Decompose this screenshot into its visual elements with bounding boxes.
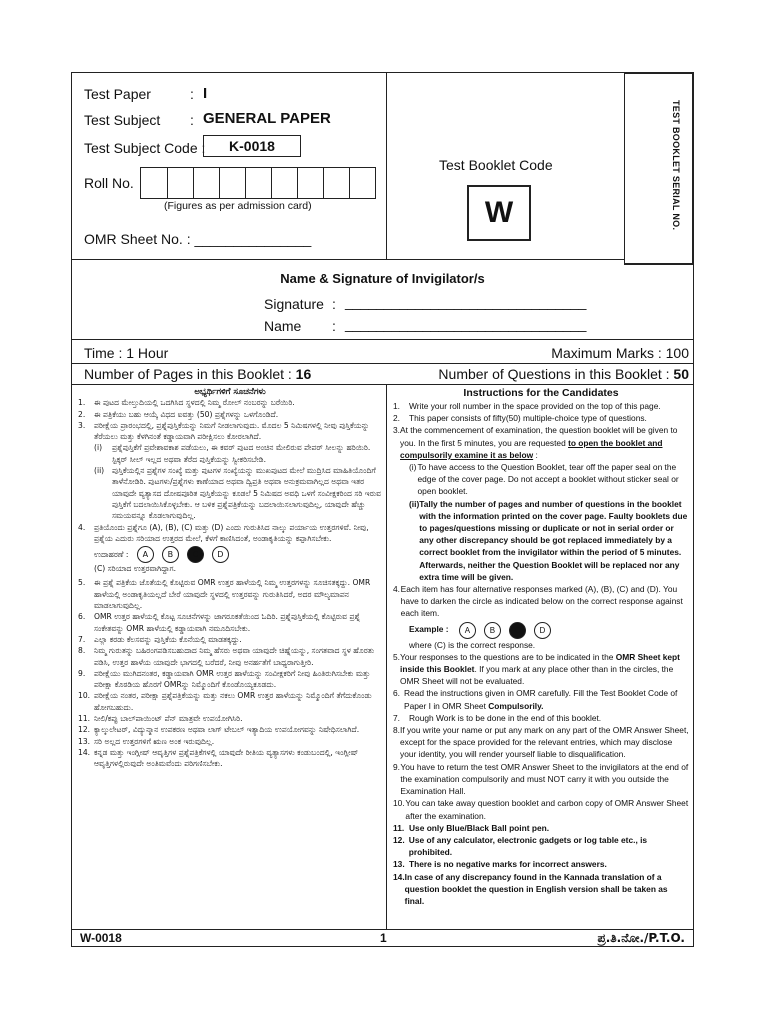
kannada-item bbox=[78, 634, 382, 645]
kannada-item-text: ಪರೀಕ್ಷೆಯ ನಂತರ, ಪರೀಕ್ಷಾ ಪ್ರಶ್ನೆಪತ್ರಿಕೆಯನ್ನು ಮತ್ತು ನಕಲು OMR ಉತ್ತರ ಹಾಳೆಯನ್ನು ನಿಮ್ಮೊಂದಿಗೆ ತೆಗೆದುಕೊಂಡು ಹೋಗಬಹುದು. bbox=[94, 691, 372, 712]
subject-code-label: Test Subject Code : bbox=[84, 140, 206, 156]
test-subject-label: Test Subject bbox=[84, 112, 161, 128]
subject-code-box bbox=[203, 135, 301, 157]
test-paper-colon: : bbox=[190, 86, 194, 102]
kannada-example bbox=[78, 546, 382, 574]
roll-cell bbox=[193, 168, 194, 198]
kannada-item-text: ನಿಮ್ಮ ಗುರುತನ್ನು ಬಹಿರಂಗಪಡಿಸಬಹುದಾದ ನಿಮ್ಮ ಹೆಸರು ಅಥವಾ ಯಾವುದೇ ಚಿಹ್ನೆಯನ್ನು, ಸಂಗತವಾದ ಸ್ಥಳ ಹೊರತು ಪಡಿಸಿ, ಉತ್ತರ ಹಾಳೆಯ ಯಾವುದೇ ಭಾಗದಲ್ಲಿ ಬರೆದರೆ, ನೀವು ಅನರ್ಹತೆಗೆ ಬಾಧ್ಯರಾಗುತ್ತೀರಿ. bbox=[94, 646, 375, 667]
kannada-item-text: ಪುಸ್ತಿಕೆಯಲ್ಲಿನ ಪ್ರಶ್ನೆಗಳ ಸಂಖ್ಯೆ ಮತ್ತು ಪುಟಗಳ ಸಂಖ್ಯೆಯನ್ನು ಮುಖಪುಟದ ಮೇಲೆ ಮುದ್ರಿಸಿದ ಮಾಹಿತಿಯೊಂದಿಗೆ ತಾಳೆನೋಡಿರಿ. ಪುಟಗಳು/ಪ್ರಶ್ನೆಗಳು ಕಾಣೆಯಾದ ಅಥವಾ ದ್ವಿಪ್ರತಿ ಅಥವಾ ಅನುಕ್ರಮವಾಗಿಲ್ಲದ ಅಥವಾ ಇತರ ಯಾವುದೇ ವ್ಯತ್ಯಾಸದ ದೋಷಪೂರಿತ ಪುಸ್ತಿಕೆಯನ್ನು ಕೂಡಲೆ 5 ನಿಮಿಷದ ಅವಧಿ ಒಳಗೆ ಸಂವೀಕ್ಷಕರಿಂದ ಸರಿ ಇರುವ ಪುಸ್ತಿಕೆಗೆ ಬದಲಾಯಿಸಿಕೊಳ್ಳಬೇಕು. ಆ ಬಳಿಕ ಪ್ರಶ್ನೆಪತ್ರಿಕೆಯನ್ನು ಬದಲಾಯಿಸಲಾಗುವುದಿಲ್ಲ, ಯಾವುದೇ ಹೆಚ್ಚು ಸಮಯವನ್ನೂ ಕೊಡಲಾಗುವುದಿಲ್ಲ. bbox=[112, 466, 382, 521]
kannada-item bbox=[78, 724, 382, 735]
instruction-5: 5. Your responses to the questions are to be indicated in the OMR Sheet kept inside this Booklet. If you mark at any place other than in the circles, the OMR Sheet will not be evaluated. bbox=[393, 651, 680, 687]
kannada-item-text: ಪ್ರಶ್ನೆಪುಸ್ತಿಕೆಗೆ ಪ್ರವೇಶಾವಕಾಶ ಪಡೆಯಲು, ಈ ಕವರ್ ಪುಟದ ಅಂಚಿನ ಮೇಲಿರುವ ಪೇಪರ್ ಸೀಲನ್ನು ಹರಿಯಿರಿ. ಸ್ಟಿಕ್ಕರ್ ಸೀಲ್ ಇಲ್ಲದ ಅಥವಾ ತೆರೆದ ಪುಸ್ತಿಕೆಯನ್ನು ಸ್ವೀಕರಿಸಬೇಡಿ. bbox=[112, 443, 371, 464]
footer-page-number: 1 bbox=[380, 931, 387, 945]
booklet-code-label: Test Booklet Code bbox=[439, 157, 553, 173]
kannada-item-number: 9. bbox=[78, 668, 86, 678]
kannada-item bbox=[78, 409, 382, 420]
invigilator-title: Name & Signature of Invigilator/s bbox=[280, 271, 485, 286]
roll-cell bbox=[323, 168, 324, 198]
roll-no-label: Roll No. bbox=[84, 175, 134, 191]
instruction-14: 14. In case of any discrepancy found in the Kannada translation of a question booklet the question in English version shall be taken as final. bbox=[393, 871, 668, 906]
kannada-item-text: ಸರಿ ಅಲ್ಲದ ಉತ್ತರಗಳಿಗೆ ಋಣ ಅಂಕ ಇರುವುದಿಲ್ಲ. bbox=[94, 736, 215, 746]
questions-value: 50 bbox=[673, 366, 689, 382]
kannada-title: ಅಭ್ಯರ್ಥಿಗಳಿಗೆ ಸೂಚನೆಗಳು bbox=[194, 386, 266, 396]
kannada-item-text: ಎಲ್ಲಾ ಕರಡು ಕೆಲಸವನ್ನು ಪುಸ್ತಿಕೆಯ ಕೊನೆಯಲ್ಲಿ ಮಾಡತಕ್ಕದ್ದು. bbox=[94, 634, 242, 644]
kannada-item bbox=[78, 736, 382, 747]
kannada-item-number: 3. bbox=[78, 420, 86, 430]
bubble-a: A bbox=[137, 546, 154, 563]
instruction-7: 7. Rough Work is to be done in the end of this booklet. bbox=[393, 712, 602, 723]
time-text: Time : 1 Hour bbox=[84, 345, 169, 361]
kannada-item-number: 8. bbox=[78, 646, 86, 656]
kannada-item-text: ಪರೀಕ್ಷೆಯು ಮುಗಿದನಂತರ, ಕಡ್ಡಾಯವಾಗಿ OMR ಉತ್ತರ ಹಾಳೆಯನ್ನು ಸಂವೀಕ್ಷಕರಿಗೆ ನೀವು ಹಿಂತಿರುಗಿಸಬೇಕು ಮತ್ತು ಪರೀಕ್ಷಾ ಕೊಠಡಿಯ ಹೊರಗೆ OMRನ್ನು ನಿಮ್ಮೊಂದಿಗೆ ಕೊಂಡೊಯ್ಯಕೂಡದು. bbox=[94, 668, 371, 690]
instruction-3: 3. At the commencement of examination, the question booklet will be given to you. In the first 5 minutes, you are requested to open the booklet and compulsorily examine it as below : bbox=[393, 425, 678, 460]
kannada-item-text: ಪ್ರತಿಯೊಂದು ಪ್ರಶ್ನೆಗೂ (A), (B), (C) ಮತ್ತು (D) ಎಂದು ಗುರುತಿಸಿದ ನಾಲ್ಕು ಪರ್ಯಾಯ ಉತ್ತರಗಳಿವೆ. ನೀವು, ಪ್ರಶ್ನೆಯ ಎದುರು ಸರಿಯಾದ ಉತ್ತರದ ಮೇಲೆ, ಕೆಳಗೆ ಕಾಣಿಸಿದಂತೆ, ಅಂಡಾಕೃತಿಯನ್ನು ಕಪ್ಪಾಗಿಸಬೇಕು. bbox=[94, 522, 369, 543]
instruction-12: 12. Use of any calculator, electronic gadgets or log table etc., is prohibited. bbox=[393, 834, 648, 858]
name-label: Name bbox=[264, 318, 302, 334]
instruction-9: 9. You have to return the test OMR Answer Sheet to the invigilators at the end of the examination compulsorily and must NOT carry it with you outside the Examination Hall. bbox=[393, 761, 689, 797]
kannada-item bbox=[78, 397, 382, 408]
bubble-d: D bbox=[212, 546, 229, 563]
name-colon: : bbox=[332, 318, 336, 334]
instruction-8: 8. If you write your name or put any mark on any part of the OMR Answer Sheet, except for the space provided for the relevant entries, which may disclose your identity, you will render yourself liable to disqualification. bbox=[393, 725, 689, 760]
kannada-item-number: 2. bbox=[78, 409, 86, 419]
english-title: Instructions for the Candidates bbox=[463, 387, 619, 399]
kannada-item-text: ನೀಲಿ/ಕಪ್ಪು ಬಾಲ್‌ಪಾಯಿಂಟ್ ಪೆನ್ ಮಾತ್ರವೇ ಉಪಯೋಗಿಸಿರಿ. bbox=[94, 714, 243, 724]
instruction-2: 2. This paper consists of fifty(50) multiple-choice type of questions. bbox=[393, 413, 647, 424]
questions-label: Number of Questions in this Booklet : bbox=[438, 366, 670, 382]
footer-pto: ಪ್ರ.ತಿ.ನೋ./P.T.O. bbox=[597, 931, 685, 945]
kannada-item bbox=[78, 577, 382, 611]
test-paper-label: Test Paper bbox=[84, 86, 151, 102]
kannada-list bbox=[78, 397, 382, 544]
roll-no-boxes[interactable] bbox=[140, 167, 376, 199]
kannada-item-text: ಈ ಪುಟದ ಮೇಲ್ತುದಿಯಲ್ಲಿ ಒದಗಿಸಿದ ಸ್ಥಳದಲ್ಲಿ ನಿಮ್ಮ ರೋಲ್ ನಂಬರನ್ನು ಬರೆಯಿರಿ. bbox=[94, 398, 295, 408]
roll-cell bbox=[271, 168, 272, 198]
kannada-item-number: 6. bbox=[78, 612, 86, 622]
footer-rule bbox=[72, 929, 693, 930]
bubble-b: B bbox=[484, 622, 501, 639]
roll-cell bbox=[349, 168, 350, 198]
instruction-6: 6. Read the instructions given in OMR carefully. Fill the Test Booklet Code of Paper I in OMR Sheet Compulsorily. bbox=[393, 688, 678, 711]
kannada-item-number: (i) bbox=[94, 443, 103, 453]
bubble-c-filled: C bbox=[509, 622, 526, 639]
name-line[interactable]: _______________________________ bbox=[345, 316, 587, 332]
kannada-item-text: ಪರೀಕ್ಷೆಯ ಪ್ರಾರಂಭದಲ್ಲಿ, ಪ್ರಶ್ನೆಪುಸ್ತಿಕೆಯನ್ನು ನಿಮಗೆ ನೀಡಲಾಗುವುದು. ಮೊದಲ 5 ನಿಮಿಷಗಳಲ್ಲಿ ನೀವು ಪುಸ್ತಿಕೆಯನ್ನು ತೆರೆಯಲು ಮತ್ತು ಕೆಳಗಿನಂತೆ ಕಡ್ಡಾಯವಾಗಿ ಪರೀಕ್ಷಿಸಲು ಕೋರಲಾಗಿದೆ. bbox=[94, 420, 370, 442]
instruction-3-i: (i) To have access to the Question Booklet, tear off the paper seal on the edge of the cover page. Do not accept a booklet without sticker seal or open booklet. bbox=[409, 462, 679, 497]
kannada-item-number: 4. bbox=[78, 522, 86, 532]
booklet-code-box bbox=[467, 185, 531, 241]
kannada-item-number: 13. bbox=[78, 736, 91, 746]
kannada-item-text: ಈ ಪತ್ರಿಕೆಯು ಬಹು ಆಯ್ಕೆ ವಿಧದ ಐವತ್ತು (50) ಪ್ರಶ್ನೆಗಳನ್ನು ಒಳಗೊಂಡಿದೆ. bbox=[94, 409, 279, 419]
questions-row bbox=[438, 366, 689, 382]
kannada-instructions bbox=[78, 386, 382, 770]
instruction-10: 10. You can take away question booklet and carbon copy of OMR Answer Sheet after the examination. bbox=[393, 798, 689, 821]
signature-line[interactable]: _______________________________ bbox=[345, 294, 587, 310]
instruction-4: 4. Each item has four alternative responses marked (A), (B), (C) and (D). You have to darken the circle as indicated below on the correct response against each item. bbox=[393, 584, 683, 619]
kannada-item-number: 1. bbox=[78, 398, 86, 408]
omr-sheet-label: OMR Sheet No. : _______________ bbox=[84, 231, 312, 247]
kannada-item bbox=[78, 420, 382, 443]
roll-cell bbox=[167, 168, 168, 198]
kannada-item-number: (ii) bbox=[94, 466, 105, 476]
kannada-item bbox=[78, 442, 382, 465]
bubble-a: A bbox=[459, 622, 476, 639]
pages-row bbox=[84, 366, 311, 382]
time-rule bbox=[72, 363, 693, 364]
english-example-note: where (C) is the correct response. bbox=[409, 639, 536, 650]
instruction-13: 13. There is no negative marks for incorrect answers. bbox=[393, 859, 607, 870]
max-marks-text: Maximum Marks : 100 bbox=[551, 345, 689, 361]
kannada-item-text: ಕ್ಯಾಲ್ಕುಲೇಟರ್, ವಿದ್ಯುನ್ಮಾನ ಉಪಕರಣ ಅಥವಾ ಲಾಗ್ ಟೇಬಲ್ ಇತ್ಯಾದಿಯ ಉಪಯೋಗವನ್ನು ನಿಷೇಧಿಸಲಾಗಿದೆ. bbox=[94, 725, 360, 735]
page-frame bbox=[71, 72, 694, 947]
column-divider bbox=[386, 384, 387, 929]
kannada-item-text: ಈ ಪ್ರಶ್ನೆ ಪತ್ರಿಕೆಯ ಜೊತೆಯಲ್ಲಿ ಕೊಟ್ಟಿರುವ OMR ಉತ್ತರ ಹಾಳೆಯಲ್ಲಿ ನಿಮ್ಮ ಉತ್ತರಗಳನ್ನು ಸೂಚಿಸತಕ್ಕದ್ದು. OMR ಹಾಳೆಯಲ್ಲಿ ಅಂಡಾಕೃತಿಯಲ್ಲದೆ ಬೇರೆ ಯಾವುದೇ ಸ್ಥಳದಲ್ಲಿ ಉತ್ತರವನ್ನು ಗುರುತಿಸಿದರೆ, ಅದರ ಮೌಲ್ಯಮಾಪನ ಮಾಡಲಾಗುವುದಿಲ್ಲ. bbox=[94, 578, 371, 611]
serial-bottom-rule bbox=[624, 264, 693, 265]
instruction-11: 11. Use only Blue/Black Ball point pen. bbox=[393, 822, 550, 833]
kannada-item-text: ಕನ್ನಡ ಮತ್ತು ಇಂಗ್ಲೀಷ್ ಆವೃತ್ತಿಗಳ ಪ್ರಶ್ನೆಪತ್ರಿಕೆಗಳಲ್ಲಿ ಯಾವುದೇ ರೀತಿಯ ವ್ಯತ್ಯಾಸಗಳು ಕಂಡುಬಂದಲ್ಲಿ, ಇಂಗ್ಲೀಷ್ ಆವೃತ್ತಿಗಳಲ್ಲಿರುವುದೇ ಅಂತಿಮವೆಂದು ಪರಿಗಣಿಸಬೇಕು. bbox=[94, 747, 359, 769]
header-divider bbox=[386, 73, 387, 259]
instruction-1: 1. Write your roll number in the space provided on the top of this page. bbox=[393, 401, 661, 411]
english-example-label: Example : bbox=[409, 624, 449, 635]
footer-code: W-0018 bbox=[80, 931, 122, 945]
test-subject-colon: : bbox=[190, 112, 194, 128]
kannada-item bbox=[78, 465, 382, 521]
signature-label: Signature bbox=[264, 296, 324, 312]
kannada-item-number: 5. bbox=[78, 578, 86, 588]
kannada-item bbox=[78, 611, 382, 634]
kannada-list-2 bbox=[78, 577, 382, 769]
bubble-d: D bbox=[534, 622, 551, 639]
pages-rule bbox=[72, 384, 693, 385]
kannada-item-number: 11. bbox=[78, 714, 91, 724]
test-subject-value: GENERAL PAPER bbox=[203, 110, 331, 127]
kannada-item bbox=[78, 690, 382, 713]
kannada-example-note: (C) ಸರಿಯಾದ ಉತ್ತರವಾಗಿದ್ದಾಗ. bbox=[94, 564, 177, 574]
kannada-item bbox=[78, 747, 382, 770]
instruction-3-ii: (ii) Tally the number of pages and number of questions in the booklet with the information printed on the cover page. Faulty booklets due to pages/questions missing or duplicate or not in serial order or any other discrepancy should be got replaced immediately by a correct booklet from the invigilator within the period of 5 minutes. Afterwards, neither the Question Booklet will be replaced nor any extra time will be given. bbox=[409, 498, 688, 582]
subject-code-value: K-0018 bbox=[229, 138, 275, 154]
kannada-item bbox=[78, 668, 382, 691]
roll-cell bbox=[219, 168, 220, 198]
roll-no-note: (Figures as per admission card) bbox=[164, 200, 312, 212]
roll-cell bbox=[245, 168, 246, 198]
signature-colon: : bbox=[332, 296, 336, 312]
kannada-item-text: OMR ಉತ್ತರ ಹಾಳೆಯಲ್ಲಿ ಕೊಟ್ಟ ಸೂಚನೆಗಳನ್ನು ಜಾಗರೂಕತೆಯಿಂದ ಓದಿರಿ. ಪ್ರಶ್ನೆಪುಸ್ತಿಕೆಯಲ್ಲಿ ಕೊಟ್ಟಿರುವ ಪ್ರಶ್ನೆ ಸಂಕೇತವನ್ನು OMR ಹಾಳೆಯಲ್ಲಿ ಕಡ್ಡಾಯವಾಗಿ ನಮೂದಿಸಬೇಕು. bbox=[94, 612, 361, 633]
kannada-item bbox=[78, 713, 382, 724]
kannada-item-number: 14. bbox=[78, 747, 91, 757]
kannada-item-number: 7. bbox=[78, 634, 86, 644]
bubble-c-filled: C bbox=[187, 546, 204, 563]
kannada-item-number: 10. bbox=[78, 691, 91, 701]
roll-cell bbox=[297, 168, 298, 198]
invigilator-bottom-rule bbox=[72, 339, 693, 340]
pages-value: 16 bbox=[295, 366, 312, 382]
kannada-item bbox=[78, 645, 382, 668]
test-paper-value: I bbox=[203, 85, 208, 102]
kannada-item-number: 12. bbox=[78, 725, 91, 735]
english-example bbox=[393, 622, 689, 651]
bubble-b: B bbox=[162, 546, 179, 563]
kannada-item bbox=[78, 522, 382, 545]
header-bottom-rule bbox=[72, 259, 624, 260]
serial-no-box bbox=[624, 73, 693, 264]
serial-no-label: TEST BOOKLET SERIAL NO. bbox=[671, 100, 681, 231]
booklet-code-value: W bbox=[484, 196, 514, 229]
english-instructions bbox=[393, 386, 689, 907]
pages-label: Number of Pages in this Booklet : bbox=[84, 366, 292, 382]
kannada-example-label: ಉದಾಹರಣೆ : bbox=[94, 549, 129, 559]
